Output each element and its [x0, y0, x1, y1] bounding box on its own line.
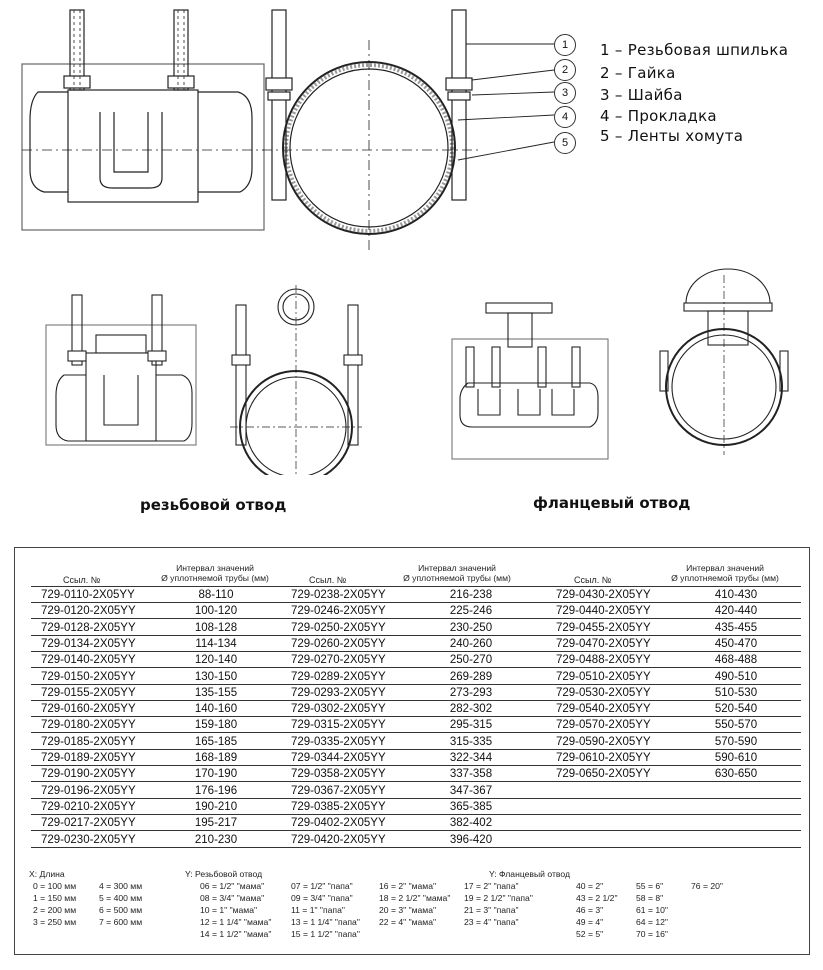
- table-row: [31, 766, 801, 782]
- diameter-range-cell: 510-530: [714, 686, 758, 699]
- x-length-item: 1 = 150 мм: [33, 893, 77, 903]
- ref-number-cell: 729-0440-2X05YY: [556, 605, 651, 618]
- x-length-item: 0 = 100 мм: [33, 881, 77, 891]
- y-flanged-item: 61 = 10": [636, 905, 668, 915]
- ref-number-cell: 729-0590-2X05YY: [556, 735, 651, 748]
- diameter-range-cell: 130-150: [194, 670, 238, 683]
- y-flanged-item: 43 = 2 1/2": [576, 893, 618, 903]
- table-row: [31, 750, 801, 766]
- y-flanged-item: 64 = 12": [636, 917, 668, 927]
- ref-number-cell: 729-0430-2X05YY: [556, 589, 651, 601]
- table-row: [31, 815, 801, 831]
- y-threaded-item: 10 = 1" "мама": [200, 905, 258, 915]
- y-flanged-item: 17 = 2" "папа": [464, 881, 519, 891]
- y-threaded-item: 09 = 3/4" "папа": [291, 893, 353, 903]
- ref-number-cell: 729-0110-2X05YY: [41, 589, 135, 601]
- header-ref-1: Ссыл. №: [63, 575, 101, 585]
- ref-number-cell: 729-0335-2X05YY: [291, 735, 386, 748]
- y-threaded-item: 13 = 1 1/4" "папа": [291, 917, 360, 927]
- y-threaded-item: 08 = 3/4" "мама": [200, 893, 265, 903]
- y-flanged-item: 46 = 3": [576, 905, 604, 915]
- table-row: [31, 685, 801, 701]
- x-length-item: 2 = 200 мм: [33, 905, 77, 915]
- ref-number-cell: 729-0570-2X05YY: [556, 719, 651, 732]
- ref-number-cell: 729-0488-2X05YY: [556, 654, 651, 667]
- header-range-2: Интервал значений Ø уплотняемой трубы (мм): [403, 563, 511, 583]
- ref-number-cell: 729-0238-2X05YY: [291, 589, 386, 601]
- y-flanged-item: 58 = 8": [636, 893, 664, 903]
- diameter-range-cell: 315-335: [449, 735, 493, 748]
- legend-item-clamp-bands: 5 – Ленты хомута: [600, 127, 744, 145]
- ref-number-cell: 729-0650-2X05YY: [556, 768, 651, 781]
- caption-flanged-outlet: фланцевый отвод: [533, 494, 691, 512]
- diameter-range-cell: 114-134: [195, 637, 237, 650]
- diameter-range-cell: 382-402: [449, 817, 493, 830]
- diameter-range-cell: 420-440: [714, 605, 758, 618]
- diameter-range-cell: 590-610: [714, 752, 758, 764]
- y-flanged-item: 76 = 20": [691, 881, 723, 891]
- y-threaded-item: 16 = 2" "мама": [379, 881, 437, 891]
- ref-number-cell: 729-0150-2X05YY: [41, 670, 136, 683]
- ref-number-cell: 729-0358-2X05YY: [291, 768, 386, 781]
- diameter-range-cell: 165-185: [194, 735, 238, 748]
- diameter-range-cell: 195-217: [194, 817, 238, 830]
- ref-number-cell: 729-0610-2X05YY: [556, 752, 651, 764]
- ref-number-cell: 729-0128-2X05YY: [41, 621, 136, 634]
- table-row: [31, 832, 801, 848]
- legend-item-threaded-stud: 1 – Резьбовая шпилька: [600, 41, 789, 59]
- diameter-range-cell: 159-180: [194, 719, 238, 732]
- y-threaded-item: 11 = 1" "папа": [291, 905, 345, 915]
- diameter-range-cell: 295-315: [449, 719, 493, 732]
- table-row: [31, 620, 801, 636]
- y-threaded-item: 18 = 2 1/2" "мама": [379, 893, 451, 903]
- clamp-technical-drawing-top: [0, 0, 823, 250]
- ref-number-cell: 729-0385-2X05YY: [291, 800, 386, 813]
- ref-number-cell: 729-0470-2X05YY: [556, 637, 651, 650]
- diameter-range-cell: 170-190: [194, 768, 238, 781]
- table-row: [31, 587, 801, 603]
- ref-number-cell: 729-0210-2X05YY: [41, 800, 136, 813]
- diameter-range-cell: 230-250: [449, 621, 493, 634]
- ref-number-cell: 729-0189-2X05YY: [41, 752, 136, 764]
- ref-number-cell: 729-0260-2X05YY: [291, 637, 386, 650]
- diameter-range-cell: 225-246: [449, 605, 493, 618]
- ref-number-cell: 729-0134-2X05YY: [41, 637, 136, 650]
- ref-number-cell: 729-0455-2X05YY: [556, 621, 651, 634]
- ref-number-cell: 729-0510-2X05YY: [556, 670, 651, 683]
- ref-number-cell: 729-0293-2X05YY: [291, 686, 386, 699]
- x-length-item: 3 = 250 мм: [33, 917, 77, 927]
- ref-number-cell: 729-0155-2X05YY: [41, 686, 136, 699]
- diameter-range-cell: 273-293: [449, 686, 493, 699]
- branch-outlet-drawings: [0, 255, 823, 475]
- diameter-range-cell: 570-590: [714, 735, 758, 748]
- ref-number-cell: 729-0217-2X05YY: [41, 817, 136, 830]
- diameter-range-cell: 190-210: [194, 800, 238, 813]
- diameter-range-cell: 282-302: [449, 703, 493, 716]
- diameter-range-cell: 450-470: [714, 637, 758, 650]
- callout-3: 3: [554, 82, 576, 104]
- diameter-range-cell: 435-455: [714, 621, 758, 634]
- ref-number-cell: 729-0344-2X05YY: [291, 752, 386, 764]
- table-row: [31, 701, 801, 717]
- ref-number-cell: 729-0250-2X05YY: [291, 621, 386, 634]
- ref-number-cell: 729-0402-2X05YY: [291, 817, 386, 830]
- caption-threaded-outlet: резьбовой отвод: [140, 496, 287, 514]
- ref-number-cell: 729-0160-2X05YY: [41, 703, 136, 716]
- ref-number-cell: 729-0230-2X05YY: [41, 833, 136, 846]
- diameter-range-cell: 269-289: [449, 670, 493, 683]
- ref-number-cell: 729-0140-2X05YY: [41, 654, 136, 667]
- y-flanged-item: 70 = 16": [636, 929, 668, 939]
- header-ref-2: Ссыл. №: [309, 575, 347, 585]
- table-row: [31, 783, 801, 799]
- diameter-range-cell: 176-196: [194, 784, 238, 797]
- diameter-range-cell: 168-189: [194, 752, 238, 764]
- callout-1: 1: [554, 34, 576, 56]
- y-threaded-item: 12 = 1 1/4" "мама": [200, 917, 272, 927]
- diameter-range-cell: 120-140: [194, 654, 238, 667]
- ref-number-cell: 729-0315-2X05YY: [291, 719, 386, 732]
- y-threaded-item: 07 = 1/2" "папа": [291, 881, 353, 891]
- diameter-range-cell: 240-260: [449, 637, 493, 650]
- y-threaded-title: Y: Резьбовой отвод: [185, 869, 263, 879]
- x-length-item: 4 = 300 мм: [99, 881, 143, 891]
- y-flanged-title: Y: Фланцевый отвод: [489, 869, 570, 879]
- diameter-range-cell: 468-488: [714, 654, 758, 667]
- diameter-range-cell: 410-430: [714, 589, 758, 601]
- ref-number-cell: 729-0185-2X05YY: [41, 735, 136, 748]
- ref-number-cell: 729-0530-2X05YY: [556, 686, 651, 699]
- ref-number-cell: 729-0302-2X05YY: [291, 703, 386, 716]
- diameter-range-cell: 250-270: [449, 654, 493, 667]
- diameter-range-cell: 88-110: [198, 589, 234, 601]
- table-row: [31, 717, 801, 733]
- specification-table-panel: [14, 547, 810, 955]
- diameter-range-cell: 140-160: [194, 703, 238, 716]
- y-flanged-item: 21 = 3" "папа": [464, 905, 519, 915]
- diameter-range-cell: 630-650: [714, 768, 758, 781]
- diameter-range-cell: 520-540: [714, 703, 758, 716]
- ref-number-cell: 729-0246-2X05YY: [291, 605, 386, 618]
- y-threaded-item: 20 = 3" "мама": [379, 905, 437, 915]
- table-row: [31, 636, 801, 652]
- diameter-range-cell: 210-230: [194, 833, 238, 846]
- diameter-range-cell: 337-358: [449, 768, 493, 781]
- y-threaded-item: 06 = 1/2" "мама": [200, 881, 265, 891]
- y-threaded-item: 15 = 1 1/2" "папа": [291, 929, 360, 939]
- x-length-title: X: Длина: [29, 869, 65, 879]
- callout-2: 2: [554, 59, 576, 81]
- ref-number-cell: 729-0420-2X05YY: [291, 833, 386, 846]
- diameter-range-cell: 322-344: [449, 752, 493, 764]
- x-length-item: 6 = 500 мм: [99, 905, 143, 915]
- table-row: [31, 799, 801, 815]
- diameter-range-cell: 100-120: [194, 605, 238, 618]
- callout-4: 4: [554, 106, 576, 128]
- table-row: [31, 603, 801, 619]
- y-flanged-item: 52 = 5": [576, 929, 604, 939]
- ref-number-cell: 729-0190-2X05YY: [41, 768, 136, 781]
- y-flanged-item: 49 = 4": [576, 917, 604, 927]
- ref-number-cell: 729-0196-2X05YY: [41, 784, 136, 797]
- table-row: [31, 734, 801, 750]
- ref-number-cell: 729-0367-2X05YY: [291, 784, 386, 797]
- diameter-range-cell: 490-510: [714, 670, 758, 683]
- callout-5: 5: [554, 132, 576, 154]
- x-length-item: 5 = 400 мм: [99, 893, 143, 903]
- diameter-range-cell: 347-367: [449, 784, 493, 797]
- table-row: [31, 652, 801, 668]
- header-range-3: Интервал значений Ø уплотняемой трубы (мм): [671, 563, 779, 583]
- y-flanged-item: 19 = 2 1/2" "папа": [464, 893, 533, 903]
- ref-number-cell: 729-0120-2X05YY: [41, 605, 136, 618]
- diameter-range-cell: 396-420: [449, 833, 493, 846]
- header-range-1: Интервал значений Ø уплотняемой трубы (мм): [161, 563, 269, 583]
- diameter-range-cell: 216-238: [449, 589, 493, 601]
- diameter-range-cell: 365-385: [449, 800, 493, 813]
- legend-item-washer: 3 – Шайба: [600, 86, 683, 104]
- diameter-range-cell: 550-570: [714, 719, 758, 732]
- y-threaded-item: 14 = 1 1/2" "мама": [200, 929, 272, 939]
- y-flanged-item: 40 = 2": [576, 881, 604, 891]
- x-length-item: 7 = 600 мм: [99, 917, 143, 927]
- legend-item-gasket: 4 – Прокладка: [600, 107, 717, 125]
- ref-number-cell: 729-0270-2X05YY: [291, 654, 386, 667]
- diameter-range-cell: 108-128: [194, 621, 238, 634]
- ref-number-cell: 729-0540-2X05YY: [556, 703, 651, 716]
- y-threaded-item: 22 = 4" "мама": [379, 917, 437, 927]
- ref-number-cell: 729-0180-2X05YY: [41, 719, 136, 732]
- header-ref-3: Ссыл. №: [574, 575, 612, 585]
- legend-item-nut: 2 – Гайка: [600, 64, 676, 82]
- y-flanged-item: 23 = 4" "папа": [464, 917, 519, 927]
- diameter-range-cell: 135-155: [194, 686, 238, 699]
- table-row: [31, 669, 801, 685]
- y-flanged-item: 55 = 6": [636, 881, 664, 891]
- ref-number-cell: 729-0289-2X05YY: [291, 670, 386, 683]
